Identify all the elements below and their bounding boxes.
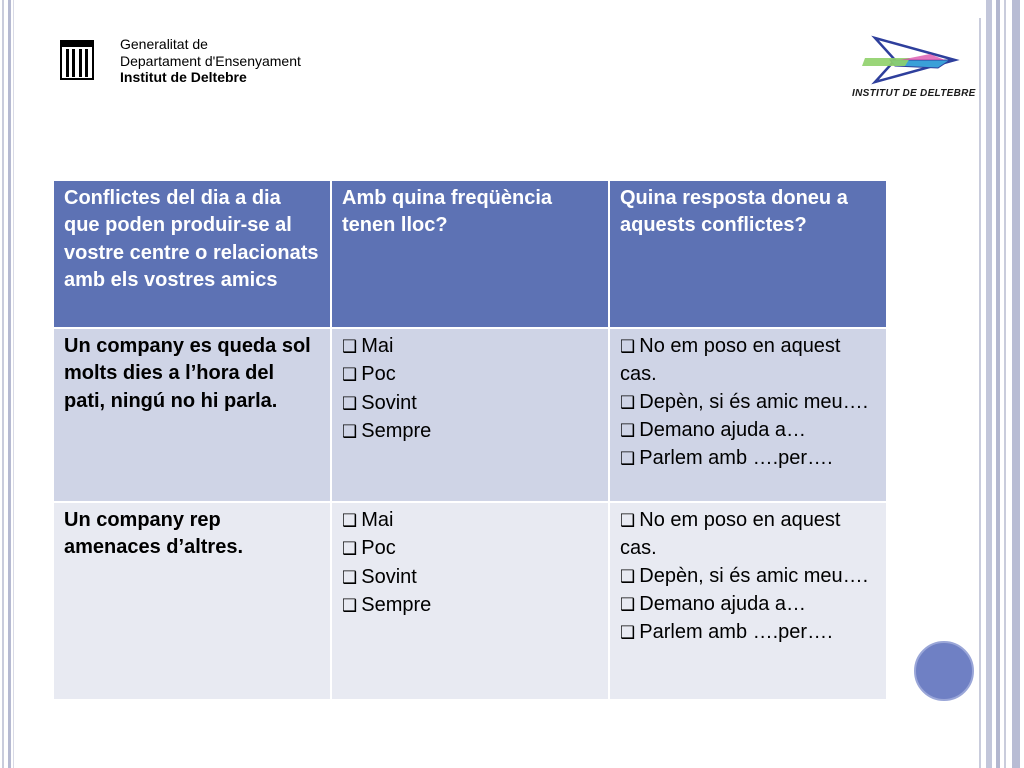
checkbox-bullet-icon: ❑ — [620, 420, 636, 441]
frequency-option: Sovint — [361, 391, 417, 414]
list-item — [342, 535, 598, 563]
checkbox-bullet-icon: ❑ — [620, 449, 636, 470]
list-item — [620, 333, 876, 389]
header-conflicts: Conflictes del dia a dia que poden produir-se al vostre centre o relacionats amb els vostres amics — [53, 180, 331, 328]
list-item — [620, 445, 876, 473]
conflicts-table — [52, 179, 888, 701]
checkbox-bullet-icon: ❑ — [342, 337, 358, 357]
checkbox-bullet-icon: ❑ — [620, 337, 636, 357]
org-line-2: Departament d'Ensenyament — [120, 52, 301, 69]
frequency-cell — [331, 328, 609, 502]
frequency-option: Sempre — [361, 593, 432, 616]
frequency-option: Sovint — [361, 565, 417, 588]
org-line-1: Generalitat de — [120, 36, 208, 52]
list-item — [620, 591, 876, 619]
header-frequency: Amb quina freqüència tenen lloc? — [331, 180, 609, 328]
generalitat-logo-icon — [60, 40, 94, 80]
list-item — [342, 333, 598, 361]
frame-line — [1004, 0, 1006, 768]
frame-line — [8, 0, 11, 768]
list-item — [620, 619, 876, 647]
decorative-circle — [914, 641, 974, 701]
list-item — [342, 390, 598, 418]
school-caption: INSTITUT DE DELTEBRE — [852, 88, 976, 99]
list-item — [342, 592, 598, 620]
list-item — [620, 507, 876, 563]
list-item — [342, 418, 598, 446]
checkbox-bullet-icon: ❑ — [342, 365, 358, 386]
scenario-cell: Un company rep amenaces d’altres. — [53, 502, 331, 700]
list-item — [342, 564, 598, 592]
checkbox-bullet-icon: ❑ — [620, 392, 636, 413]
response-option: No em poso en aquest cas. — [620, 335, 841, 386]
response-option: No em poso en aquest cas. — [620, 509, 841, 560]
checkbox-bullet-icon: ❑ — [620, 623, 636, 644]
checkbox-bullet-icon: ❑ — [620, 566, 636, 587]
checkbox-bullet-icon: ❑ — [342, 393, 358, 414]
frequency-option: Sempre — [361, 419, 432, 442]
organization-heading — [120, 36, 301, 86]
frequency-option: Mai — [361, 509, 394, 531]
checkbox-bullet-icon: ❑ — [342, 539, 358, 560]
frame-line — [996, 0, 1000, 768]
table-header-row — [53, 180, 887, 328]
response-option: Demano ajuda a… — [639, 592, 807, 615]
table-row — [53, 502, 887, 700]
response-cell — [609, 502, 887, 700]
frame-line — [979, 18, 981, 768]
frequency-option: Poc — [361, 537, 396, 560]
checkbox-bullet-icon: ❑ — [620, 511, 636, 531]
frame-line — [986, 0, 992, 768]
list-item — [620, 389, 876, 417]
response-option: Demano ajuda a… — [639, 418, 807, 441]
response-option: Depèn, si és amic meu…. — [639, 564, 869, 587]
list-item — [342, 361, 598, 389]
checkbox-bullet-icon: ❑ — [342, 595, 358, 616]
list-item — [620, 563, 876, 591]
list-item — [620, 417, 876, 445]
checkbox-bullet-icon: ❑ — [620, 594, 636, 615]
response-cell — [609, 328, 887, 502]
frequency-cell — [331, 502, 609, 700]
table-row — [53, 328, 887, 502]
frame-line — [1012, 0, 1020, 768]
header-response: Quina resposta doneu a aquests conflictes? — [609, 180, 887, 328]
scenario-cell: Un company es queda sol molts dies a l’hora del pati, ningú no hi parla. — [53, 328, 331, 502]
frame-line — [2, 0, 4, 768]
frequency-option: Poc — [361, 363, 396, 386]
list-item — [342, 507, 598, 535]
response-option: Parlem amb ….per…. — [639, 621, 833, 644]
org-line-3: Institut de Deltebre — [120, 69, 247, 85]
response-option: Parlem amb ….per…. — [639, 447, 833, 470]
response-option: Depèn, si és amic meu…. — [639, 390, 869, 413]
frequency-option: Mai — [361, 335, 394, 357]
checkbox-bullet-icon: ❑ — [342, 421, 358, 442]
checkbox-bullet-icon: ❑ — [342, 511, 358, 531]
frame-line — [13, 0, 14, 768]
checkbox-bullet-icon: ❑ — [342, 567, 358, 588]
